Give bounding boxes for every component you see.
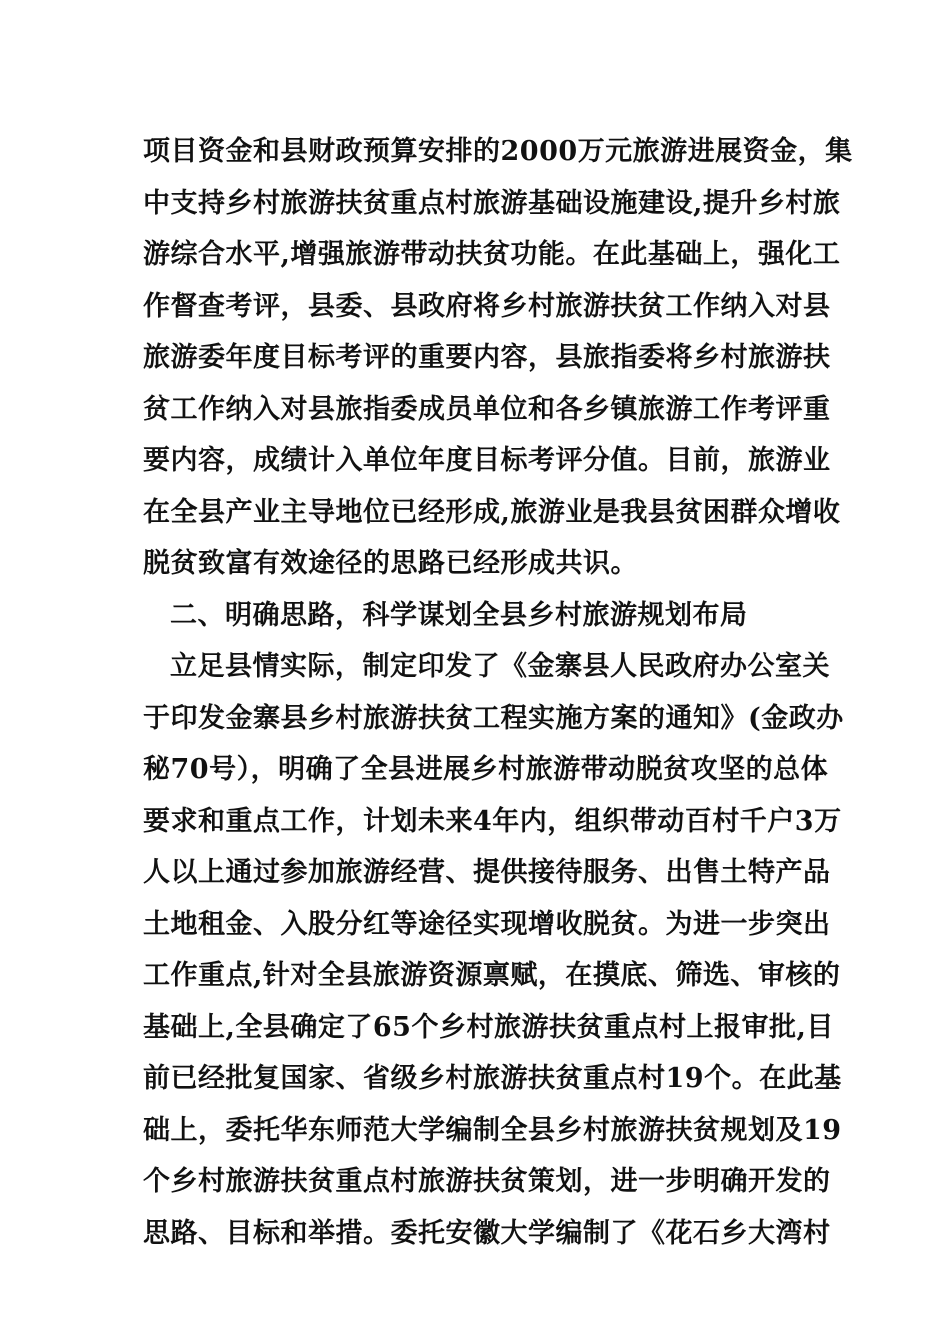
text-line: 贫工作纳入对县旅指委成员单位和各乡镇旅游工作考评重 [143, 393, 831, 425]
text-line: 项目资金和县财政预算安排的2000万元旅游进展资金，集 [143, 136, 853, 167]
text-line: 立足县情实际，制定印发了《金寨县人民政府办公室关 [170, 651, 830, 682]
section-heading: 二、明确思路，科学谋划全县乡村旅游规划布局 [170, 599, 748, 631]
text-line: 要内容，成绩计入单位年度目标考评分值。目前，旅游业 [143, 445, 831, 476]
text-line: 土地租金、入股分红等途径实现增收脱贫。为进一步突出 [143, 908, 831, 940]
text-line: 前已经批复国家、省级乡村旅游扶贫重点村19个。在此基 [143, 1063, 842, 1094]
text-line: 中支持乡村旅游扶贫重点村旅游基础设施建设,提升乡村旅 [143, 187, 841, 219]
text-line: 在全县产业主导地位已经形成,旅游业是我县贫困群众增收 [143, 496, 841, 528]
text-line: 人以上通过参加旅游经营、提供接待服务、出售土特产品 [143, 857, 831, 888]
text-line: 作督查考评，县委、县政府将乡村旅游扶贫工作纳入对县 [143, 290, 831, 322]
text-line: 秘70号），明确了全县进展乡村旅游带动脱贫攻坚的总体 [143, 754, 829, 785]
text-line: 游综合水平,增强旅游带动扶贫功能。在此基础上，强化工 [143, 239, 841, 270]
text-line: 工作重点,针对全县旅游资源禀赋，在摸底、筛选、审核的 [143, 960, 841, 991]
text-line: 基础上,全县确定了65个乡村旅游扶贫重点村上报审批,目 [143, 1011, 834, 1043]
body-text [143, 126, 853, 1259]
text-line: 个乡村旅游扶贫重点村旅游扶贫策划，进一步明确开发的 [143, 1166, 831, 1197]
text-line: 要求和重点工作，计划未来4年内，组织带动百村千户3万 [143, 805, 842, 837]
text-line: 脱贫致富有效途径的思路已经形成共识。 [143, 548, 638, 579]
text-line: 于印发金寨县乡村旅游扶贫工程实施方案的通知》(金政办 [143, 702, 844, 734]
text-line: 思路、目标和举措。委托安徽大学编制了《花石乡大湾村 [143, 1217, 831, 1249]
text-line: 旅游委年度目标考评的重要内容，县旅指委将乡村旅游扶 [143, 342, 831, 373]
text-line: 础上，委托华东师范大学编制全县乡村旅游扶贫规划及19 [143, 1114, 842, 1146]
